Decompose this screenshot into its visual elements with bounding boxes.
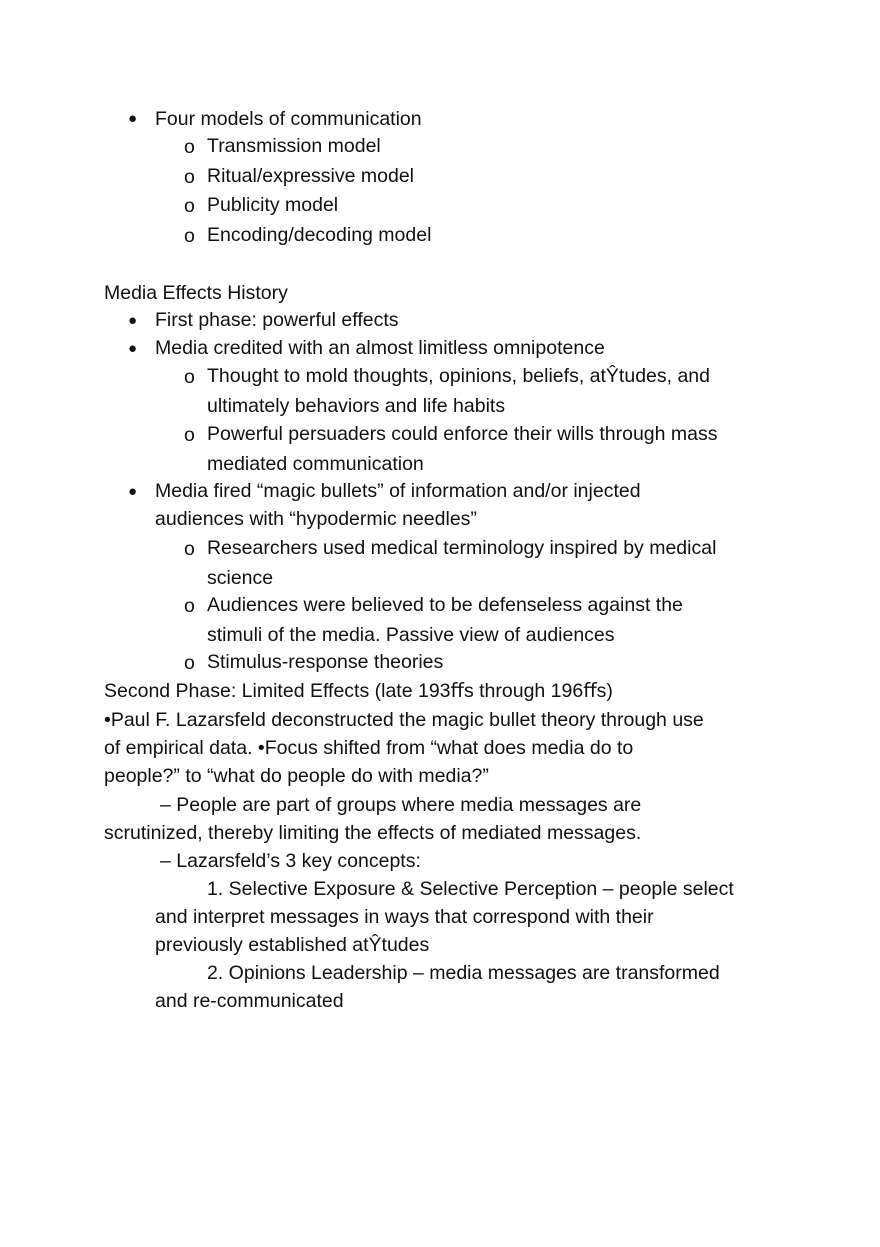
subitem-transmission: Transmission model (207, 135, 381, 157)
concept-selective-exposure: 1. Selective Exposure & Selective Perception – people select (207, 878, 734, 900)
bullet-icon: ● (128, 110, 138, 127)
concept-selective-exposure-2: and interpret messages in ways that correspond with their (155, 906, 654, 928)
dash-groups-cont: scrutinized, thereby limiting the effects of mediated messages. (104, 822, 642, 844)
sub-bullet-icon: o (184, 225, 195, 247)
subitem-mold-thoughts: Thought to mold thoughts, opinions, beliefs, atŶtudes, and (207, 365, 711, 387)
subitem-ritual: Ritual/expressive model (207, 165, 415, 187)
subitem-defenseless: Audiences were believed to be defenseless against the (207, 594, 683, 616)
bullet-icon: ● (128, 340, 138, 357)
bullet-first-phase: First phase: powerful effects (155, 309, 399, 331)
sub-bullet-icon: o (184, 595, 195, 617)
bullet-four-models: Four models of communication (155, 108, 422, 130)
subitem-medical-terminology: Researchers used medical terminology inspired by medical (207, 537, 717, 559)
bullet-magic-bullets-cont: audiences with “hypodermic needles” (155, 508, 477, 530)
paragraph-lazarsfeld: •Paul F. Lazarsfeld deconstructed the magic bullet theory through use (104, 709, 704, 731)
subitem-persuaders-cont: mediated communication (207, 453, 424, 475)
subitem-encoding: Encoding/decoding model (207, 224, 432, 246)
concept-selective-exposure-3: previously established atŶtudes (155, 934, 430, 956)
heading-second-phase: Second Phase: Limited Effects (late 193ﬀs through 196ﬀs) (104, 680, 613, 702)
subitem-persuaders: Powerful persuaders could enforce their wills through mass (207, 423, 718, 445)
subitem-stimulus-response: Stimulus-response theories (207, 651, 444, 673)
subitem-medical-terminology-cont: science (207, 567, 274, 589)
bullet-omnipotence: Media credited with an almost limitless omnipotence (155, 337, 605, 359)
sub-bullet-icon: o (184, 366, 195, 388)
concept-opinion-leadership-2: and re-communicated (155, 990, 344, 1012)
sub-bullet-icon: o (184, 136, 195, 158)
sub-bullet-icon: o (184, 195, 195, 217)
bullet-icon: ● (128, 483, 138, 500)
concept-opinion-leadership: 2. Opinions Leadership – media messages are transformed (207, 962, 720, 984)
dash-groups: – People are part of groups where media messages are (160, 794, 642, 816)
subitem-defenseless-cont: stimuli of the media. Passive view of audiences (207, 624, 615, 646)
dash-key-concepts: – Lazarsfeld’s 3 key concepts: (160, 850, 421, 872)
subitem-mold-thoughts-cont: ultimately behaviors and life habits (207, 395, 506, 417)
sub-bullet-icon: o (184, 652, 195, 674)
sub-bullet-icon: o (184, 166, 195, 188)
sub-bullet-icon: o (184, 538, 195, 560)
paragraph-lazarsfeld-2: of empirical data. •Focus shifted from “what does media do to (104, 737, 634, 759)
bullet-icon: ● (128, 312, 138, 329)
subitem-publicity: Publicity model (207, 194, 339, 216)
bullet-magic-bullets: Media fired “magic bullets” of information and/or injected (155, 480, 641, 502)
heading-media-effects-history: Media Effects History (104, 282, 288, 304)
paragraph-lazarsfeld-3: people?” to “what do people do with media?” (104, 765, 489, 787)
sub-bullet-icon: o (184, 424, 195, 446)
